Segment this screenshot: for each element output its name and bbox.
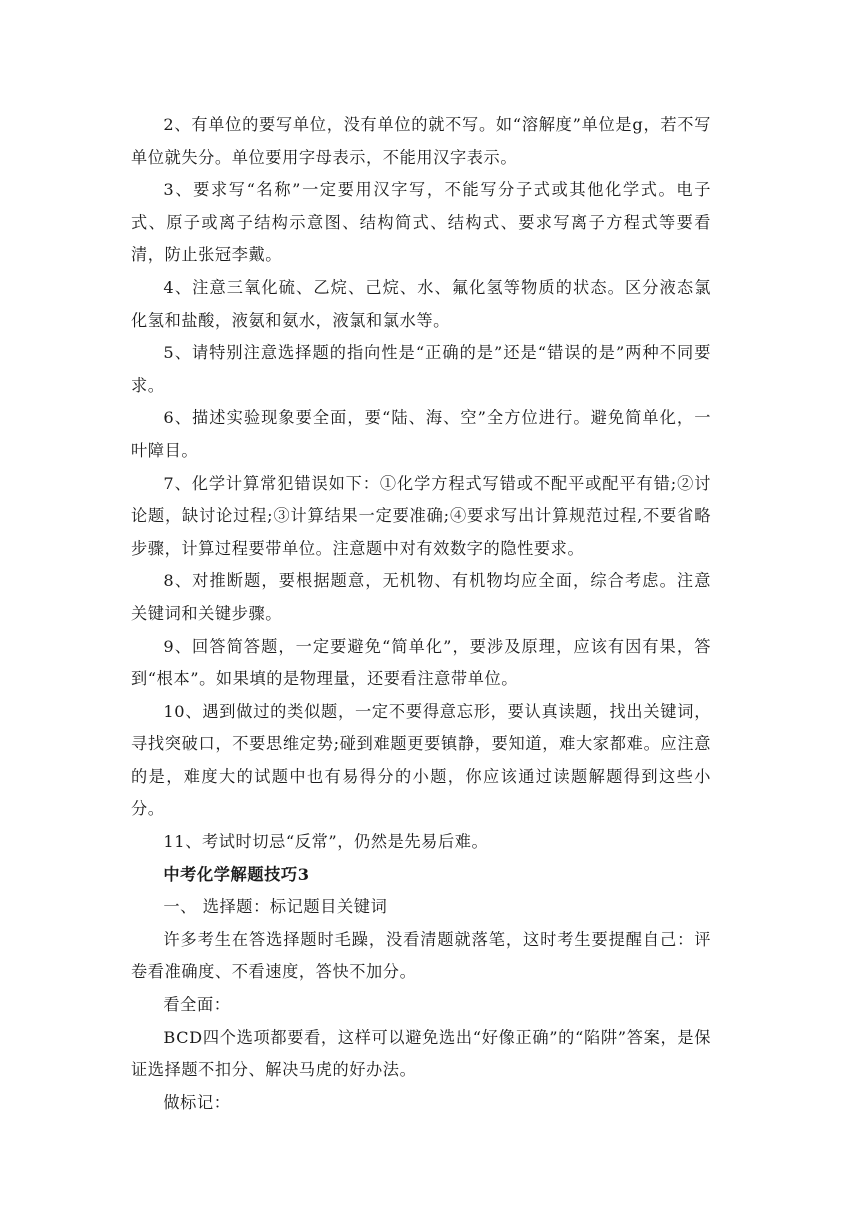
- paragraph-item-5: 5、请特别注意选择题的指向性是“正确的是”还是“错误的是”两种不同要求。: [131, 343, 711, 395]
- paragraph-item-10: 10、遇到做过的类似题，一定不要得意忘形，要认真读题，找出关键词，寻找突破口，不要思维定势;碰到难题更要镇静，要知道，难大家都难。应注意的是，难度大的试题中也有易得分的小题，你应该通过读题解题得到这些小分。: [131, 701, 711, 819]
- paragraph-item-8: 8、对推断题，要根据题意，无机物、有机物均应全面，综合考虑。注意关键词和关键步骤。: [131, 571, 711, 623]
- paragraph-choice-intro: 许多考生在答选择题时毛躁，没看清题就落笔，这时考生要提醒自己：评卷看准确度、不看速度，答快不加分。: [131, 929, 711, 982]
- paragraph-item-11: 11、考试时切忌“反常”，仍然是先易后难。: [163, 832, 489, 852]
- paragraph-item-3: 3、要求写“名称”一定要用汉字写，不能写分子式或其他化学式。电子式、原子或离子结构示意图、结构简式、结构式、要求写离子方程式等要看清，防止张冠李戴。: [131, 180, 711, 265]
- paragraph-make-marks: 做标记：: [163, 1092, 231, 1112]
- document-page: [131, 109, 711, 1119]
- paragraph-item-4: 4、注意三氧化硫、乙烷、己烷、水、氟化氢等物质的状态。区分液态氯化氢和盐酸，液氨和氨水，液氯和氯水等。: [131, 277, 711, 330]
- paragraph-item-6: 6、描述实验现象要全面，要“陆、海、空”全方位进行。避免简单化，一叶障目。: [131, 408, 711, 460]
- paragraph-item-7: 7、化学计算常犯错误如下：①化学方程式写错或不配平或配平有错;②讨论题，缺讨论过程;③计算结果一定要准确;④要求写出计算规范过程,不要省略步骤，计算过程要带单位。注意题中对有效数字的隐性要求。: [131, 473, 711, 558]
- paragraph-options: BCD四个选项都要看，这样可以避免选出“好像正确”的“陷阱”答案，是保证选择题不扣分、解决马虎的好办法。: [131, 1027, 711, 1080]
- paragraph-look-fully: 看全面：: [163, 995, 231, 1015]
- paragraph-item-9: 9、回答简答题，一定要避免“简单化”，要涉及原理，应该有因有果，答到“根本”。如果填的是物理量，还要看注意带单位。: [131, 636, 711, 689]
- paragraph-item-2: 2、有单位的要写单位，没有单位的就不写。如“溶解度”单位是g，若不写单位就失分。单位要用字母表示，不能用汉字表示。: [131, 115, 711, 167]
- subheading-choice-questions: 一、 选择题：标记题目关键词: [163, 897, 388, 917]
- section-heading: 中考化学解题技巧3: [163, 864, 310, 884]
